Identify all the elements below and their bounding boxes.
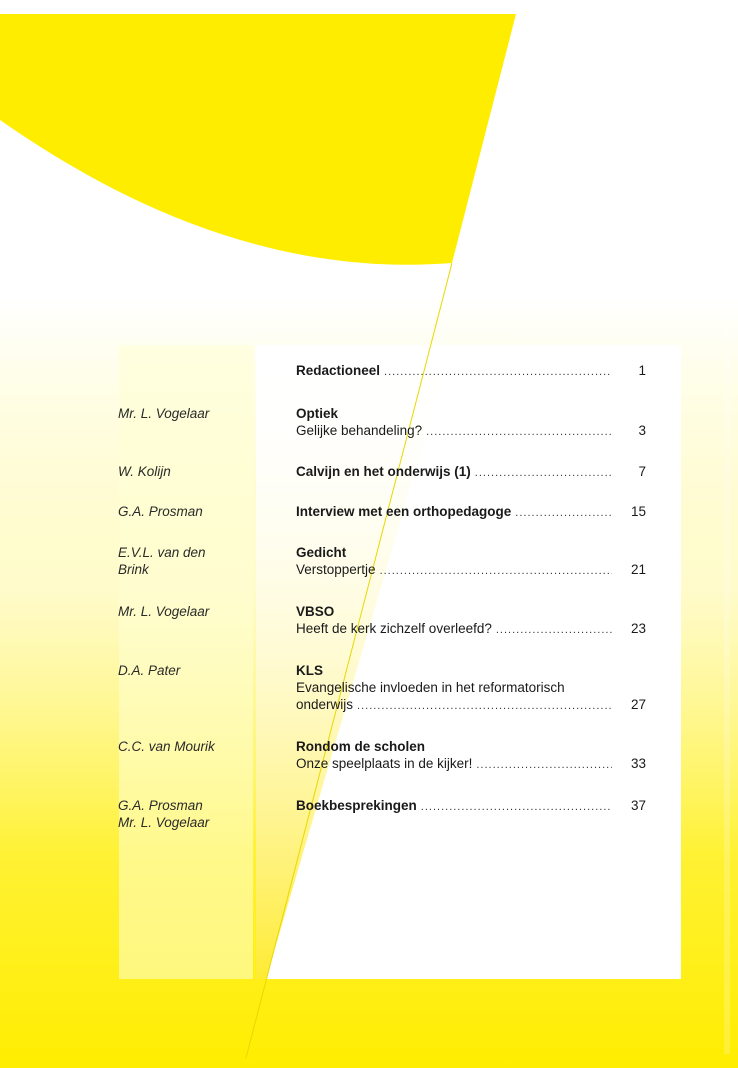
author-name: Mr. L. Vogelaar bbox=[118, 604, 210, 619]
page-number: 1 bbox=[638, 363, 646, 378]
toc-entry-gedicht bbox=[296, 544, 646, 580]
leader-dots bbox=[515, 505, 612, 522]
toc-entry-optiek bbox=[296, 405, 646, 441]
leader-dots bbox=[421, 799, 612, 816]
entry-title: Boekbesprekingen bbox=[296, 798, 417, 813]
author-van-mourik bbox=[118, 738, 258, 755]
toc-entry-redactioneel bbox=[296, 362, 646, 381]
page-number: 7 bbox=[638, 464, 646, 479]
toc-row bbox=[296, 620, 646, 639]
author-name: D.A. Pater bbox=[118, 663, 181, 678]
author-name: W. Kolijn bbox=[118, 464, 171, 479]
section-heading: KLS bbox=[296, 663, 323, 678]
page-number: 27 bbox=[630, 697, 646, 712]
toc-entry-rondom bbox=[296, 738, 646, 774]
page-number: 15 bbox=[630, 504, 646, 519]
author-name-cont: Mr. L. Vogelaar bbox=[118, 815, 210, 830]
toc-entry-boekbesprekingen bbox=[296, 797, 646, 816]
entry-title: Interview met een orthopedagoge bbox=[296, 504, 512, 519]
page-number: 37 bbox=[630, 798, 646, 813]
author-prosman bbox=[118, 503, 258, 520]
entry-title-line: Evangelische invloeden in het reformatorisch bbox=[296, 680, 565, 695]
section-heading: Rondom de scholen bbox=[296, 739, 426, 754]
author-pater bbox=[118, 662, 258, 679]
toc-row bbox=[296, 362, 646, 381]
toc-row bbox=[296, 755, 646, 774]
toc-row bbox=[296, 797, 646, 816]
author-vogelaar-optiek bbox=[118, 405, 258, 422]
toc-row bbox=[296, 463, 646, 482]
toc-row bbox=[296, 561, 646, 580]
entry-title: onderwijs bbox=[296, 697, 354, 712]
page-number: 23 bbox=[630, 621, 646, 636]
author-name: G.A. Prosman bbox=[118, 504, 203, 519]
entry-title: Gelijke behandeling? bbox=[296, 423, 423, 438]
author-prosman-vogelaar bbox=[118, 797, 258, 831]
leader-dots bbox=[475, 465, 612, 482]
page-number: 33 bbox=[630, 756, 646, 771]
leader-dots bbox=[380, 563, 612, 580]
toc-entry-kls bbox=[296, 662, 646, 715]
leader-dots bbox=[357, 698, 612, 715]
right-strip bbox=[724, 14, 730, 1054]
toc-entry-calvijn bbox=[296, 463, 646, 482]
author-van-den-brink bbox=[118, 544, 258, 578]
toc-row bbox=[296, 696, 646, 715]
entry-title: Redactioneel bbox=[296, 363, 381, 378]
author-name: Mr. L. Vogelaar bbox=[118, 406, 210, 421]
toc-row bbox=[296, 422, 646, 441]
leader-dots bbox=[384, 364, 612, 381]
entry-title: Heeft de kerk zichzelf overleefd? bbox=[296, 621, 492, 636]
author-name: C.C. van Mourik bbox=[118, 739, 215, 754]
leader-dots bbox=[476, 757, 612, 774]
leader-dots bbox=[496, 622, 612, 639]
author-name: G.A. Prosman bbox=[118, 798, 203, 813]
toc-entry-vbso bbox=[296, 603, 646, 639]
section-heading: VBSO bbox=[296, 604, 335, 619]
entry-title: Verstoppertje bbox=[296, 562, 376, 577]
author-name-cont: Brink bbox=[118, 562, 149, 577]
leader-dots bbox=[426, 424, 612, 441]
page-number: 3 bbox=[638, 423, 646, 438]
entry-title: Calvijn en het onderwijs (1) bbox=[296, 464, 471, 479]
section-heading: Gedicht bbox=[296, 545, 347, 560]
author-kolijn bbox=[118, 463, 258, 480]
toc-entry-interview bbox=[296, 503, 646, 522]
author-vogelaar-vbso bbox=[118, 603, 258, 620]
author-name: E.V.L. van den bbox=[118, 545, 206, 560]
page-number: 21 bbox=[630, 562, 646, 577]
section-heading: Optiek bbox=[296, 406, 339, 421]
toc-row bbox=[296, 503, 646, 522]
entry-title: Onze speelplaats in de kijker! bbox=[296, 756, 473, 771]
